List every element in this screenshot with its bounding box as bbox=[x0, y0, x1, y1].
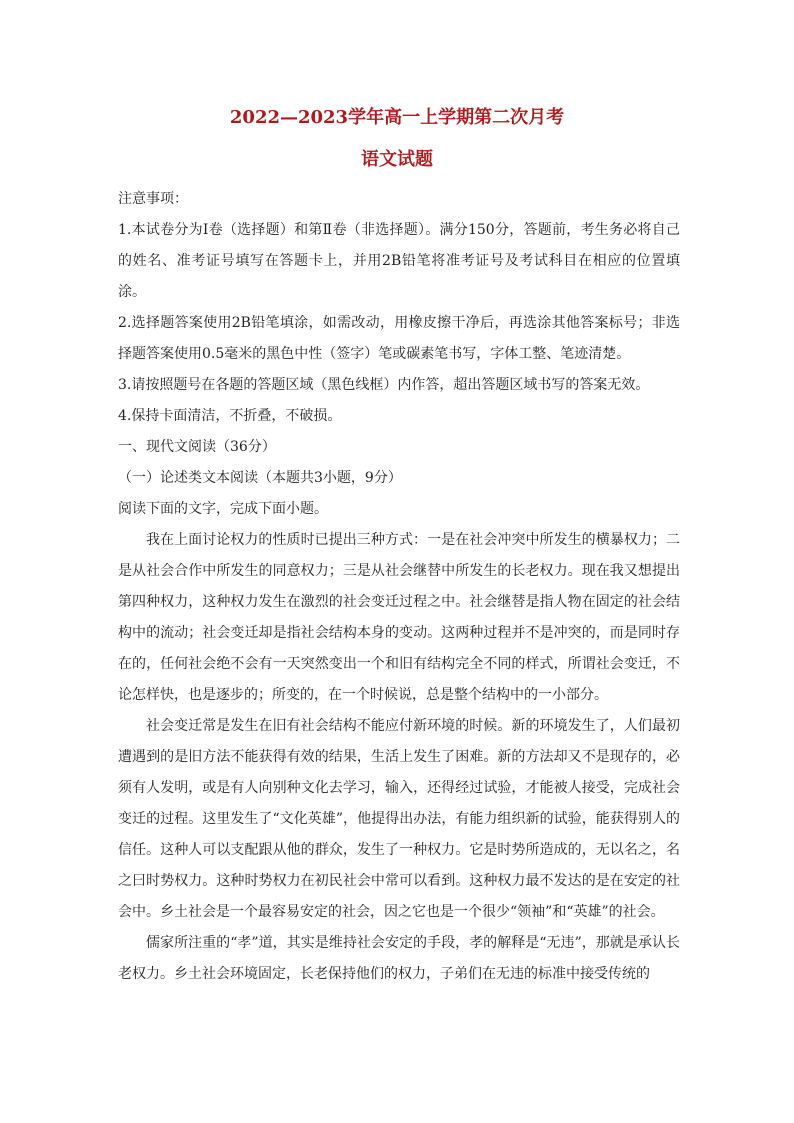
exam-content bbox=[118, 184, 680, 990]
passage-paragraph-2: 社会变迁常是发生在旧有社会结构不能应付新环境的时候。新的环境发生了，人们最初遭遇到的是旧方法不能获得有效的结果，生活上发生了困难。新的方法却又不是现存的，必须有人发明，或是有人向别种文化去学习，输入，还得经过试验，才能被人接受，完成社会变迁的过程。这里发生了“文化英雄”，他提得出办法，有能力组织新的试验，能获得别人的信任。这种人可以支配跟从他的群众，发生了一种权力。它是时势所造成的，无以名之，名之曰时势权力。这种时势权力在初民社会中常可以看到。这种权力最不发达的是在安定的社会中。乡土社会是一个最容易安定的社会，因之它也是一个很少“领袖”和“英雄”的社会。 bbox=[118, 718, 680, 920]
reading-instruction: 阅读下面的文字，完成下面小题。 bbox=[118, 501, 328, 517]
notice-item-3: 3.请按照题号在各题的答题区域（黑色线框）内作答，超出答题区域书写的答案无效。 bbox=[118, 377, 650, 393]
passage-paragraph-1: 我在上面讨论权力的性质时已提出三种方式：一是在社会冲突中所发生的横暴权力；二是从社会合作中所发生的同意权力；三是从社会继替中所发生的长老权力。现在我又想提出第四种权力，这种权力发生在激烈的社会变迁过程之中。社会继替是指人物在固定的社会结构中的流动；社会变迁却是指社会结构本身的变动。这两种过程并不是冲突的，而是同时存在的，任何社会绝不会有一天突然变出一个和旧有结构完全不同的样式，所谓社会变迁，不论怎样快，也是逐步的；所变的，在一个时候说，总是整个结构中的一小部分。 bbox=[118, 532, 680, 703]
notice-item-2: 2.选择题答案使用2B铅笔填涂，如需改动，用橡皮擦干净后，再选涂其他答案标号；非选择题答案使用0.5毫米的黑色中性（签字）笔或碳素笔书写，字体工整、笔迹清楚。 bbox=[118, 315, 680, 362]
passage-paragraph-3: 儒家所注重的“孝”道，其实是维持社会安定的手段，孝的解释是“无违”，那就是承认长老权力。乡土社会环境固定，长老保持他们的权力，子弟们在无违的标准中接受传统的 bbox=[118, 935, 680, 982]
exam-subtitle: 语文试题 bbox=[361, 149, 433, 170]
notice-item-1: 1.本试卷分为Ⅰ卷（选择题）和第Ⅱ卷（非选择题）。满分150分，答题前，考生务必将自己的姓名、准考证号填写在答题卡上，并用2B铅笔将准考证号及考试科目在相应的位置填涂。 bbox=[118, 222, 680, 300]
section-heading: 一、现代文阅读（36分） bbox=[118, 439, 276, 455]
notice-heading: 注意事项： bbox=[118, 191, 188, 207]
exam-title: 2022—2023学年高一上学期第二次月考 bbox=[229, 107, 565, 128]
notice-item-4: 4.保持卡面清洁，不折叠，不破损。 bbox=[118, 408, 342, 424]
section-sub-heading: （一）论述类文本阅读（本题共3小题，9分） bbox=[118, 470, 402, 486]
